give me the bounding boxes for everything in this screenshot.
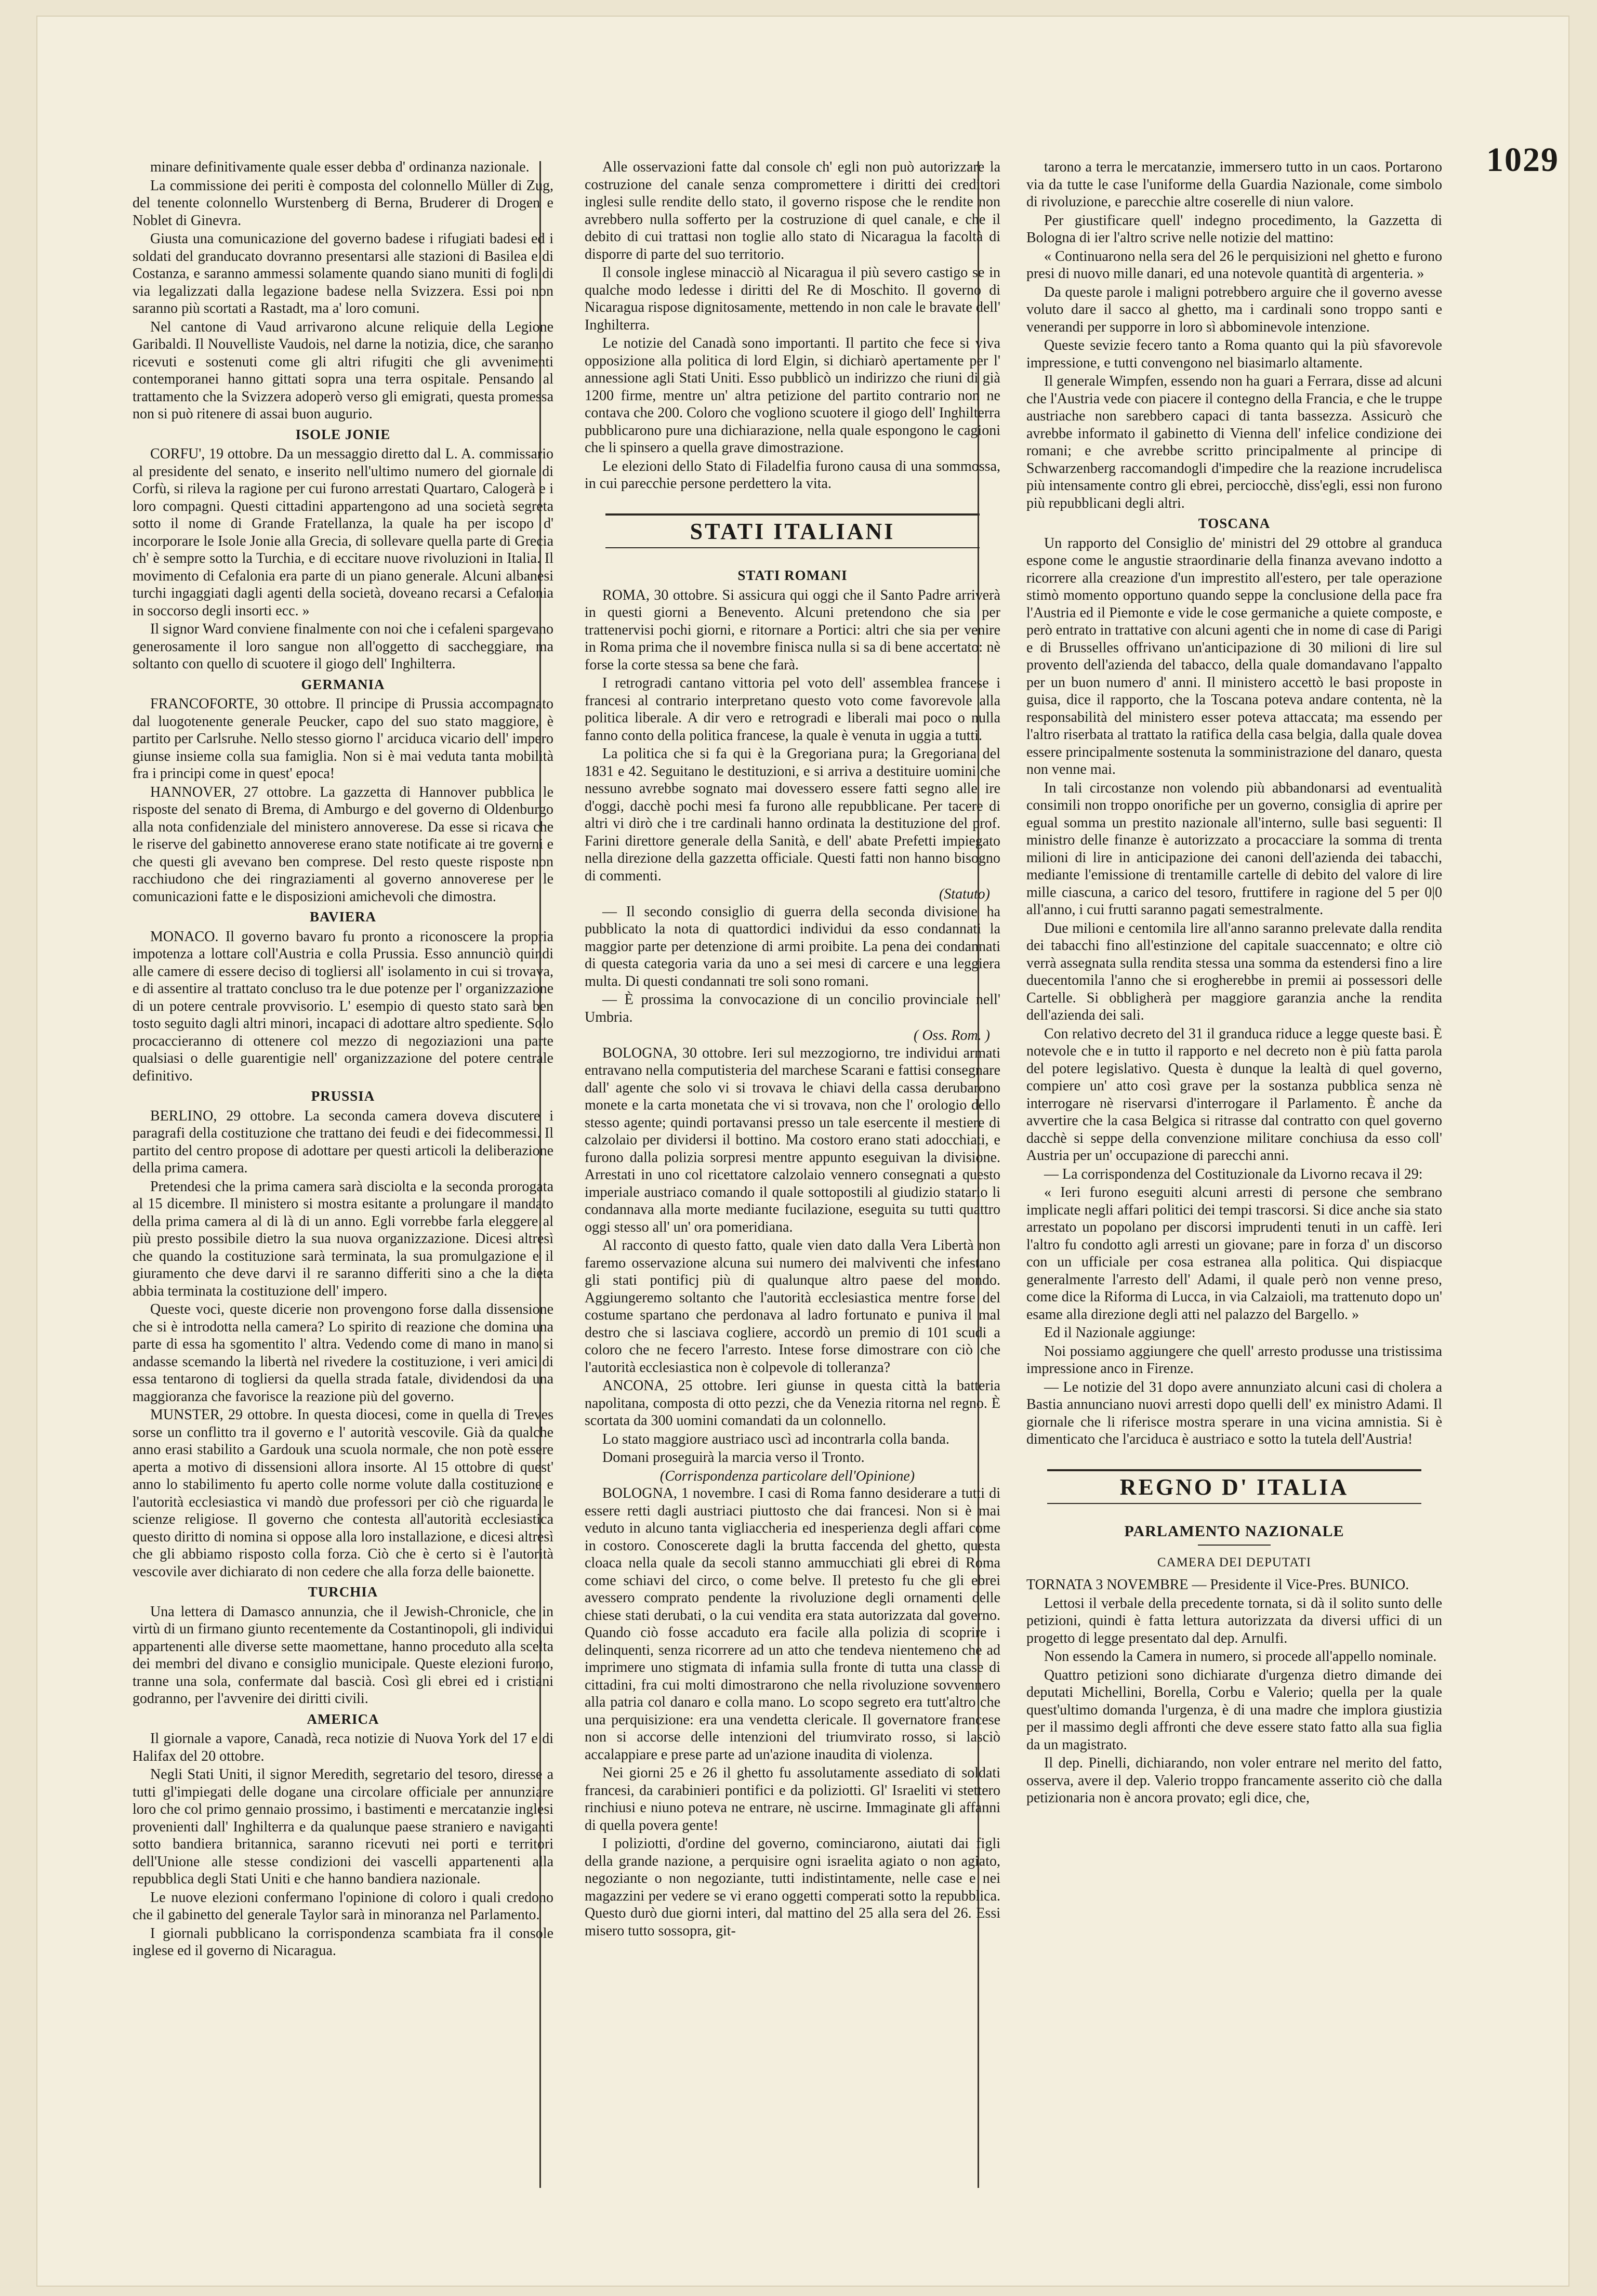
article-paragraph: In tali circostanze non volendo più abbandonarsi ad eventualità consimili non troppo onorifiche per un governo, consiglia di aprire per egual somma un prestito nazionale all'interno, sulle basi seguenti: Il ministro delle finanze è autorizzato a procacciare la somma di trenta milioni di lire in anticipazione dei canoni dell'azienda dei tabacchi, mediante l'emissione di trentamille cartelle di debito del valore di lire mille ciascuna, a carico del tesoro, fruttifere in ragione del 5 per 0|0 all'anno, i cui frutti saranno pagati semestralmente. <box>1026 780 1442 918</box>
article-paragraph: I giornali pubblicano la corrispondenza scambiata fra il console inglese ed il governo di Nicaragua. <box>133 1925 553 1959</box>
source-credit: ( Oss. Rom. ) <box>914 1027 990 1044</box>
section-heading-parlamento: PARLAMENTO NAZIONALE <box>1124 1523 1344 1540</box>
article-paragraph: Pretendesi che la prima camera sarà disciolta e la seconda prorogata al 15 dicembre. Il ministero si mostra esitante a prolungare il mandato della prima camera al di là di un anno. Egli vorrebbe farla eleggere al più presto possibile dietro la sua nuova organizzazione. Dicesi altresì che quando la costituzione sarà terminata, la sua promulgazione e il giuramento che deve darvi il re saranno differiti sino a che la dieta abbia terminata la costituzione dell' impero. <box>133 1178 553 1299</box>
column-middle <box>585 159 1000 2216</box>
section-heading-germania: GERMANIA <box>301 676 385 692</box>
column-left <box>133 159 553 2216</box>
article-paragraph: Quattro petizioni sono dichiarate d'urgenza dietro dimande dei deputati Michellini, Borella, Corbu e Valerio; quella per la quale quest'ultimo domanda l'urgenza, è di una madre che implora giustizia per il massimo degli affronti che deve essere stato fatto alla sua figlia da un magistrato. <box>1026 1667 1442 1753</box>
article-paragraph: Queste voci, queste dicerie non provengono forse dalla dissensione che si è introdotta nella camera? Lo spirito di reazione che domina una parte di essa ha sgomentito l' altra. Vedendo come di mano in mano si andasse scemando la libertà nel rivedere la costituzione, i veri amici di essa tentarono di togliersi da quella strada fatale, dividendosi da una maggioranza che favorisce la reazione più del governo. <box>133 1301 553 1405</box>
article-paragraph: — La corrispondenza del Costituzionale da Livorno recava il 29: <box>1044 1166 1423 1182</box>
divider <box>1198 1545 1271 1546</box>
article-paragraph: Negli Stati Uniti, il signor Meredith, segretario del tesoro, diresse a tutti gl'impiegati delle dogane una circolare officiale per annunziare loro che col primo gennaio prossimo, i bastimenti e mercatanzie inglesi provenienti dall' Inghilterra e da qualunque paese straniero e naviganti sotto bandiera britannica, saranno ricevuti nei porti e territori dell'Unione alle stesse condizioni dei vascelli appartenenti alla repubblica degli Stati Uniti e che hanno bandiera nazionale. <box>133 1766 553 1887</box>
article-paragraph: ROMA, 30 ottobre. Si assicura qui oggi che il Santo Padre arriverà in questi giorni a Benevento. Alcuni pretendono che sia per trattenervisi pochi giorni, e ritornare a Portici: altri che sia per venire in Roma prima che il novembre finisca nulla si sa di bene accertato: nè forse la corte stessa sa bene che farà. <box>585 587 1000 673</box>
banner-rule-bottom <box>1047 1503 1421 1504</box>
banner-regno-italia <box>1026 1469 1442 1505</box>
article-paragraph: Lettosi il verbale della precedente tornata, si dà il solito sunto delle petizioni, quindi è fatta lettura autorizzata da diversi uffici di un progetto di legge presentato dal dep. Arnulfi. <box>1026 1595 1442 1646</box>
article-paragraph: BOLOGNA, 1 novembre. I casi di Roma fanno desiderare a tutti di essere retti dagli austriaci piuttosto che dai francesi. Non si è mai veduto in alcuno tanta vigliaccheria ed inesperienza degli affari come in costoro. Conoscerete dagli la brutta faccenda del ghetto, questa cloaca nella quale da secoli stanno ammucchiati gli ebrei di Roma come schiavi del circo, o come belve. Il pretesto fu che gli ebrei avessero comprato pendente la rivoluzione degli ornamenti delle chiese stati derubati, o la cui vendita era stata autorizzata dal governo. Quando ciò fosse accaduto era facile alla polizia di scoprire i delinquenti, senza ricorrere ad un atto che tendeva nientemeno che ad imprimere uno stigmata di infamia sulla fronte di tutta una classe di cittadini, fra cui molti dimostrarono che nella rivoluzione sovvennero alla patria col danaro e colla mano. Lo scopo segreto era tutt'altro che una perquisizione: era una vendetta clericale. Il governatore francese non si accorse delle intenzioni del triumvirato rosso, si lasciò accalappiare e prese parte ad un'azione inaudita di violenza. <box>585 1485 1000 1763</box>
article-paragraph: Con relativo decreto del 31 il granduca riduce a legge queste basi. È notevole che e in tutto il rapporto e nel decreto non è più fatta parola del potere legislativo. Questa è dunque la lealtà di quel governo, compiere un' atto così grave per la sostanza pubblica senza nè interrogare nè riservarsi d'interrogare il Parlamento. È anche da avvertire che la casa Belgica si ritrasse dal contratto con quel governo dacchè si seppe della convenzione militare conchiusa da esso coll' Austria per un' occupazione di parecchi anni. <box>1026 1025 1442 1164</box>
column-right <box>1026 159 1442 2216</box>
session-line: TORNATA 3 NOVEMBRE — Presidente il Vice-Pres. BUNICO. <box>1026 1577 1409 1593</box>
article-paragraph: « Continuarono nella sera del 26 le perquisizioni nel ghetto e furono presi di nuovo mille danari, ed una notevole quantità di argenteria. » <box>1026 248 1442 282</box>
banner-rule-bottom <box>605 547 980 548</box>
article-paragraph: minare definitivamente quale esser debba d' ordinanza nazionale. <box>150 159 530 175</box>
source-credit: (Statuto) <box>939 886 990 902</box>
article-paragraph: Non essendo la Camera in numero, si procede all'appello nominale. <box>1044 1648 1437 1665</box>
article-paragraph: Due milioni e centomila lire all'anno saranno prelevate dalla rendita dei tabacchi fino all'estinzione del capitale suaccennato; e oltre ciò verrà assegnata sulla rendita stessa una somma da estendersi fino a lire duecentomila l'anno che si erogherebbe in premii ai possessori delle Cartelle. Si obbligherà per maggiore garanzia anche la rendita dell'azienda dei sali. <box>1026 920 1442 1023</box>
article-paragraph: FRANCOFORTE, 30 ottobre. Il principe di Prussia accompagnato dal luogotenente generale Peucker, capo del suo stato maggiore, è partito per Carlsruhe. Nello stesso giorno l' arciduca vicario dell' impero giunse insieme colla sua famiglia. Non si è mai veduta tanta mobilità fra i principi come in quest' epoca! <box>133 696 553 782</box>
article-paragraph: Una lettera di Damasco annunzia, che il Jewish-Chronicle, che in virtù di un firmano giunto recentemente da Costantinopoli, gli individui appartenenti alle diverse sette maomettane, hanno proceduto alla scelta dei membri del divano e consiglio municipale. Queste elezioni furono, tranne una sola, confermate dal bascià. Così gli ebrei ed i cristiani godranno, per l'avvenire dei diritti civili. <box>133 1603 553 1707</box>
article-paragraph: I poliziotti, d'ordine del governo, cominciarono, aiutati dai figli della grande nazione, a perquisire ogni israelita agiato o non agiato, negoziante o non negoziante, tutti indistintamente, nelle case e nei magazzini per vedere se vi erano oggetti comperati sotto la repubblica. Questo durò due giorni interi, dal mattino del 25 alla sera del 26. Essi misero tutto sossopra, git- <box>585 1836 1000 1939</box>
article-paragraph: ANCONA, 25 ottobre. Ieri giunse in questa città la batteria napolitana, composta di otto pezzi, che da Venezia ritorna nel regno. È scortata da 300 uomini comandati da un colonnello. <box>585 1378 1000 1429</box>
article-paragraph: La politica che si fa qui è la Gregoriana pura; la Gregoriana del 1831 e 42. Seguitano le destituzioni, e si arriva a destituire uomini che nessuno avrebbe sognato mai dovessero essere fatti segno alle ire d'oggi, dacchè pochi mesi fa furono alle repubblicane. Per tacere di altri vi dirò che i tre cardinali hanno ordinata la destituzione del prof. Farini direttore generale della Sanità, e dell' abate Prefetti impiegato nella direzione della gazzetta officiale. Questi fatti non hanno bisogno di commenti. <box>585 746 1000 884</box>
banner-stati-italiani <box>585 513 1000 549</box>
article-paragraph: La commissione dei periti è composta del colonnello Müller di Zug, del tenente colonnello Wurstenberg di Berna, Bruderer di Drogen e Noblet di Ginevra. <box>133 177 553 229</box>
article-paragraph: — Il secondo consiglio di guerra della seconda divisione ha pubblicato la nota di quattordici individui da esso condannati la maggior parte per detenzione di armi proibite. La pena dei condannati di questa categoria varia da uno a sei mesi di carcere e una leggiera multa. Di questi condannati tre soli sono romani. <box>585 903 1000 989</box>
section-heading-toscana: TOSCANA <box>1198 516 1271 531</box>
article-paragraph: Domani proseguirà la marcia verso il Tronto. <box>602 1449 865 1466</box>
section-heading-america: AMERICA <box>307 1711 379 1727</box>
article-paragraph: Da queste parole i maligni potrebbero arguire che il governo avesse voluto dare il sacco al ghetto, ma i cardinali sono troppo santi e venerandi per supporre in loro sì abbominevole intenzione. <box>1026 284 1442 335</box>
article-paragraph: tarono a terra le mercatanzie, immersero tutto in un caos. Portarono via da tutte le case l'uniforme della Guardia Nazionale, come simbolo di rivoluzione, e parecchie altre coserelle di niun valore. <box>1026 159 1442 210</box>
article-paragraph: Giusta una comunicazione del governo badese i rifugiati badesi ed i soldati del granducato dovranno presentarsi alle stazioni di Basilea e di Costanza, e saranno ammessi solamente quando siano muniti di fogli di via legalizzati dalla legazione badese nella Svizzera. Essi poi non saranno più scortati a Rastadt, ma a' loro comuni. <box>133 231 553 316</box>
article-paragraph: MUNSTER, 29 ottobre. In questa diocesi, come in quella di Treves sorse un conflitto tra il governo e l' autorità vescovile. Già da qualche anno erasi stabilito a Gardouk una scuola normale, che non potè essere aperta a motivo di dissensioni allora insorte. Al 15 ottobre di quest' anno lo stabilimento fu aperto colle norme volute dalla costituzione e l'autorità ecclesiastica vi mandò due professori per ciò che riguarda le scienze religiose. Il governo che contesta all'autorità ecclesiastica questo diritto di nomina si oppose alla loro installazione, e dicesi altresì che gli abbiamo risposto colla forza. Ciò che è certo si è l'autorità vescovile aver dichiarato di non cedere che alla forza delle baionette. <box>133 1407 553 1580</box>
source-credit: (Corrispondenza particolare dell'Opinione) <box>659 1468 915 1484</box>
article-paragraph: Il signor Ward conviene finalmente con noi che i cefaleni spargevano generosamente il loro sangue non all'oggetto di saccheggiare, ma soltanto con quello di scuotere il giogo dell' Inghilterra. <box>133 621 553 672</box>
article-paragraph: Queste sevizie fecero tanto a Roma quanto qui la più sfavorevole impressione, e tutti convengono nel biasimarlo altamente. <box>1026 337 1442 371</box>
article-paragraph: CORFU', 19 ottobre. Da un messaggio diretto dal L. A. commissario al presidente del senato, e inserito nell'ultimo numero del giornale di Corfù, si rileva la ragione per cui furono arrestati Quartaro, Calogerà e i loro compagni. Questi cittadini appartengono ad una società segreta sotto il nome di Grande Fratellanza, la quale ha per iscopo d' incorporare le Isole Jonie alla Grecia, di sollevare quella parte di Grecia ch' è sempre sotto la Turchia, e di eccitare nuove rivoluzioni in Italia. Il movimento di Cefalonia era parte di un piano generale. Alcuni albanesi turchi ingaggiati dagli agenti della società, doveano recarsi a Cefalonia in soccorso degli insorti ecc. » <box>133 446 553 619</box>
article-paragraph: Un rapporto del Consiglio de' ministri del 29 ottobre al granduca espone come le angustie straordinarie della finanza avevano indotto a ricorrere alla creazione d'un imprestito all'estero, per tale operazione stimò momento opportuno quando seppe la conclusione della pace fra l'Austria ed il Piemonte e vide le cose germaniche a quiete composte, e però entrato in trattative con alcuni agenti che in nome di case di Parigi e di Brusselles offrivano un'anticipazione di 30 milioni di lire sul provento dell'azienda del tabacco, della quale domandavano l'appalto per un buon numero d' anni. Il ministero accettò le basi proposte in guisa, dice il rapporto, che la Toscana poteva andare contenta, nè la responsabilità del ministero esser poteva attaccata; ma essendo per l'altro riserbata al trattato la ratifica della casa belgia, dalla quale dovea essere principalmente sostenuta la somministrazione del danaro, questa non venne mai. <box>1026 535 1442 777</box>
article-paragraph: Le nuove elezioni confermano l'opinione di coloro i quali credono che il gabinetto del generale Taylor sarà in minoranza nel Parlamento. <box>133 1889 553 1923</box>
section-svizzera <box>133 159 553 423</box>
article-paragraph: Lo stato maggiore austriaco uscì ad incontrarla colla banda. <box>602 1431 949 1447</box>
section-heading-isole-jonie: ISOLE JONIE <box>295 426 391 442</box>
article-paragraph: Le elezioni dello Stato di Filadelfia furono causa di una sommossa, in cui parecchie persone perdettero la vita. <box>585 458 1000 492</box>
article-paragraph: Il giornale a vapore, Canadà, reca notizie di Nuova York del 17 e di Halifax del 20 ottobre. <box>133 1731 553 1764</box>
article-paragraph: Ed il Nazionale aggiunge: <box>1044 1325 1196 1341</box>
page-number: 1029 <box>1486 141 1559 179</box>
article-paragraph: Per giustificare quell' indegno procedimento, la Gazzetta di Bologna di ier l'altro scrive nelle notizie del mattino: <box>1026 212 1442 246</box>
article-paragraph: Nei giorni 25 e 26 il ghetto fu assolutamente assediato di soldati francesi, da carabinieri pontifici e da poliziotti. Gl' Israeliti vi stettero rinchiusi e niuno poteva ne entrare, nè uscirne. Immaginate gli affanni di quella povera gente! <box>585 1765 1000 1833</box>
article-paragraph: — È prossima la convocazione di un concilio provinciale nell' Umbria. <box>585 992 1000 1025</box>
banner-title: REGNO D' ITALIA <box>1119 1474 1349 1500</box>
section-heading-baviera: BAVIERA <box>309 909 377 925</box>
article-paragraph: Al racconto di questo fatto, quale vien dato dalla Vera Libertà non faremo osservazione alcuna sui numero dei malviventi che infestano gli stati pontificj più di qualunque altro paese del mondo. Aggiungeremo soltanto che l'autorità ecclesiastica mentre forse del costume spartano che perdonava al ladro fortunato e puniva il mal destro che si lasciava cogliere, accordò un premio di 101 scudi a coloro che ne fecero l'arresto. Intese forse dimostrare con ciò che l'autorità ecclesiastica non è colpevole di tolleranza? <box>585 1237 1000 1376</box>
newspaper-page <box>36 16 1569 2287</box>
article-paragraph: Noi possiamo aggiungere che quell' arresto produsse una tristissima impressione anco in Firenze. <box>1026 1343 1442 1377</box>
article-paragraph: I retrogradi cantano vittoria pel voto dell' assemblea francese i francesi al contrario interpretano questo voto come favorevole alla politica liberale. A dir vero e retrogradi e liberali mai poco o nulla fanno conto della politica francese, la quale è venuta in uggia a tutti. <box>585 675 1000 744</box>
banner-title: STATI ITALIANI <box>690 518 895 544</box>
article-paragraph: Il dep. Pinelli, dichiarando, non voler entrare nel merito del fatto, osserva, avere il dep. Valerio troppo francamente asserito ciò che dalla petizionaria non è ancora provato; egli dice, che, <box>1026 1755 1442 1806</box>
article-paragraph: Nel cantone di Vaud arrivarono alcune reliquie della Legione Garibaldi. Il Nouvelliste Vaudois, nel darne la notizia, dice, che saranno ricevuti e sostenuti come gli altri rifugiti che gli avvenimenti contemporanei hanno gittati sopra una terra ospitale. Pensando al trattamento che la Svizzera adoperò verso gli emigrati, questa promessa non si può ritenere di assai buon augurio. <box>133 319 553 422</box>
article-paragraph: Il console inglese minacciò al Nicaragua il più severo castigo se in qualche modo ledesse i diritti del Re di Moschito. Il governo di Nicaragua rispose dignitosamente, mettendo in non cale le bravate dell' Inghilterra. <box>585 265 1000 333</box>
article-paragraph: « Ieri furono eseguiti alcuni arresti di persone che sembrano implicate negli affari politici dei tempi trascorsi. Si dice anche sia stato arrestato un popolano per discorsi imprudenti tenuti in un caffè. Ieri l'altro fu condotto agli arresti un giovane; pare in forza d' un discorso con un ufficiale per cosa estranea alla politica. Qui dispiacque generalmente l'arresto dell' Adami, il quale però non venne preso, come dice la Riforma di Lucca, in via Calzaioli, ma trattenuto dopo un' esame alla direzione degli atti nel palazzo del Bargello. » <box>1026 1184 1442 1323</box>
section-heading-turchia: TURCHIA <box>308 1584 378 1600</box>
article-paragraph: Il generale Wimpfen, essendo non ha guari a Ferrara, disse ad alcuni che l'Austria vede con piacere il contegno della Francia, e che le truppe austriache non sarebbero capaci di tanta bassezza. Assicurò che avrebbe informato il gabinetto di Vienna dell' infelice condizione dei romani; e che avrebbe scritto principalmente al principe di Schwarzenberg raccomandogli d'impedire che la reazione incrudelisca più intensamente contro gli ebrei, perciocchè, diss'egli, essi non furono più repubblicani degli altri. <box>1026 373 1442 511</box>
article-paragraph: Le notizie del Canadà sono importanti. Il partito che fece si viva opposizione alla politica di lord Elgin, si dichiarò apertamente per l' annessione agli Stati Uniti. Esso pubblicò un indirizzo che riuni di già 1200 firme, mentre un' altra petizione del partito contrario non ne contava che 200. Coloro che vogliono scuotere il giogo dell' Inghilterra pubblicarono pure una dichiarazione, nella quale espongono le cagioni che li spinsero a quella grave dimostrazione. <box>585 335 1000 456</box>
section-heading-camera: CAMERA DEI DEPUTATI <box>1157 1555 1312 1569</box>
section-heading-stati-romani: STATI ROMANI <box>737 568 848 583</box>
article-paragraph: BOLOGNA, 30 ottobre. Ieri sul mezzogiorno, tre individui armati entravano nella computisteria del marchese Scarani e fattisi consegnare dall' agente che solo vi si trovava le chiavi della cassa derubarono monete e la carta monetata che vi si trovava, non che l' orologio dello stesso agente; quindi portavansi presso un tale esercente il mestiere di calzolaio per dividersi il bottino. Ma costoro erano stati adocchiati, e furono dalla polizia sorpresi mentre appunto eseguivan la divisione. Arrestati in uno col ricettatore calzolaio vennero consegnati a questo imperiale austriaco comando il quale sottopostili al giudizio statario li condannava alla morte mediante fucilazione, eseguita su tutti quattro oggi stesso all' un' ora pomeridiana. <box>585 1045 1000 1235</box>
article-paragraph: MONACO. Il governo bavaro fu pronto a riconoscere la propria impotenza a lottare coll'Austria e colla Prussia. Esso annunciò quindi alle camere di essere deciso di togliersi all' isolamento in cui si trovava, e di assentire al trattato concluso tra le due potenze per l' organizzazione di un potere centrale provvisorio. L' esempio di questo stato sarà ben tosto seguito dagli altri minori, incapaci di adottare altro spediente. Solo procaccieranno di ottenere col mezzo di negoziazioni una parte qualsiasi o delle guarentigie nell' organizzazione del potere centrale definitivo. <box>133 928 553 1084</box>
article-paragraph: HANNOVER, 27 ottobre. La gazzetta di Hannover pubblica le risposte del senato di Brema, di Amburgo e del governo di Oldenburgo alla nota confidenziale del ministero annoverese. Da esse si ricava che le riserve del gabinetto annoverese erano state notificate ai tre governi e che questi gli avevano ben comprese. Del resto queste risposte non racchiudono che dei ringraziamenti al governo annoverese per le comunicazioni fatte e le disposizioni amichevoli che dimostra. <box>133 784 553 905</box>
article-paragraph: Alle osservazioni fatte dal console ch' egli non può autorizzare la costruzione del canale senza compromettere i diritti dei creditori inglesi sulle rendite dello stato, il governo rispose che le rendite non avrebbero nulla sofferto per la costruzione di quel canale, e che il debito di cui trattasi non toglie allo stato di Nicaragua la facoltà di disporre di parte del suo territorio. <box>585 159 1000 262</box>
section-heading-prussia: PRUSSIA <box>311 1088 375 1104</box>
article-paragraph: — Le notizie del 31 dopo avere annunziato alcuni casi di cholera a Bastia annunciano nuovi arresti dopo quelli dell' ex ministro Adami. Il giornale che li riferisce mostra sperare in una vicina amnistia. Si è dimenticato che l'arciduca è austriaco e sotto la tutela dell'Austria! <box>1026 1379 1442 1447</box>
article-paragraph: BERLINO, 29 ottobre. La seconda camera doveva discutere i paragrafi della costituzione che trattano dei feudi e dei fidecommessi. Il partito del centro propose di adottare per questi articoli la deliberazione della prima camera. <box>133 1107 553 1176</box>
